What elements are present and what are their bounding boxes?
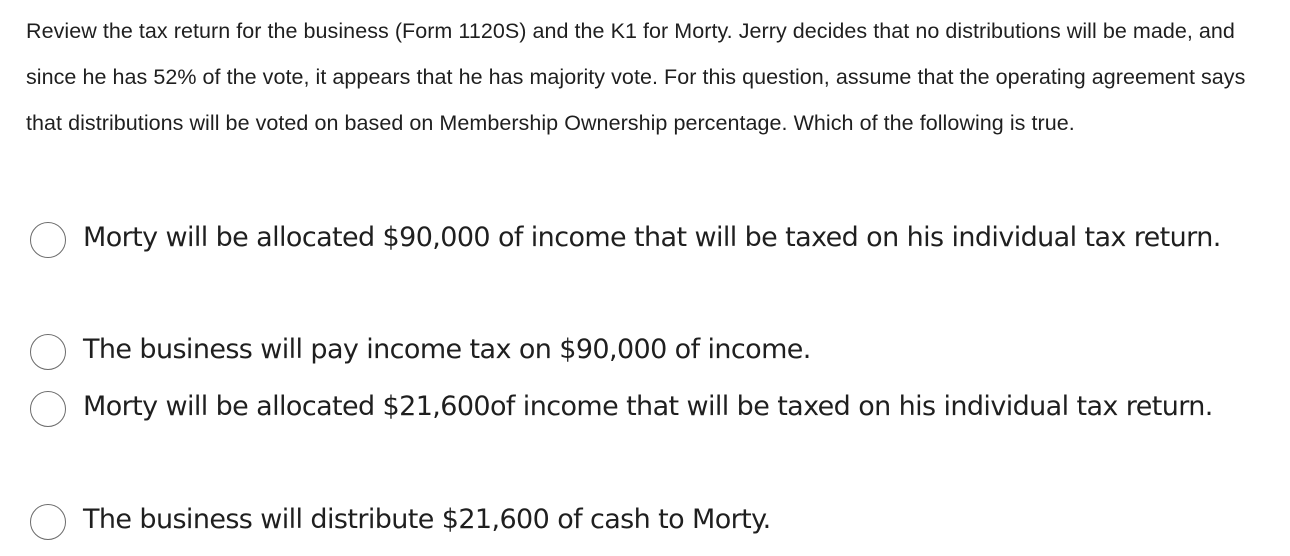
answer-option-c[interactable] (30, 384, 1270, 429)
answer-option-b-label: The business will pay income tax on $90,000 of income. (83, 334, 811, 365)
answer-option-c-label: Morty will be allocated $21,600of income that will be taxed on his individual tax return. (83, 391, 1213, 422)
question-text: Review the tax return for the business (Form 1120S) and the K1 for Morty. Jerry decides that no distributions will be made, and since he has 52% of the vote, it appears that he has majority vote. For this question, assume that the operating agreement says that distributions will be voted on based on Membership Ownership percentage. Which of the following is true. (26, 19, 1246, 135)
radio-button-c[interactable] (30, 391, 66, 427)
radio-button-d[interactable] (30, 504, 66, 540)
answer-option-d[interactable] (30, 497, 1270, 542)
answer-option-d-label: The business will distribute $21,600 of cash to Morty. (83, 504, 771, 535)
answer-option-b[interactable] (30, 327, 1270, 372)
answer-option-a-label: Morty will be allocated $90,000 of income that will be taxed on his individual tax return. (83, 222, 1221, 253)
answer-option-a[interactable] (30, 215, 1270, 260)
radio-button-b[interactable] (30, 334, 66, 370)
radio-button-a[interactable] (30, 222, 66, 258)
